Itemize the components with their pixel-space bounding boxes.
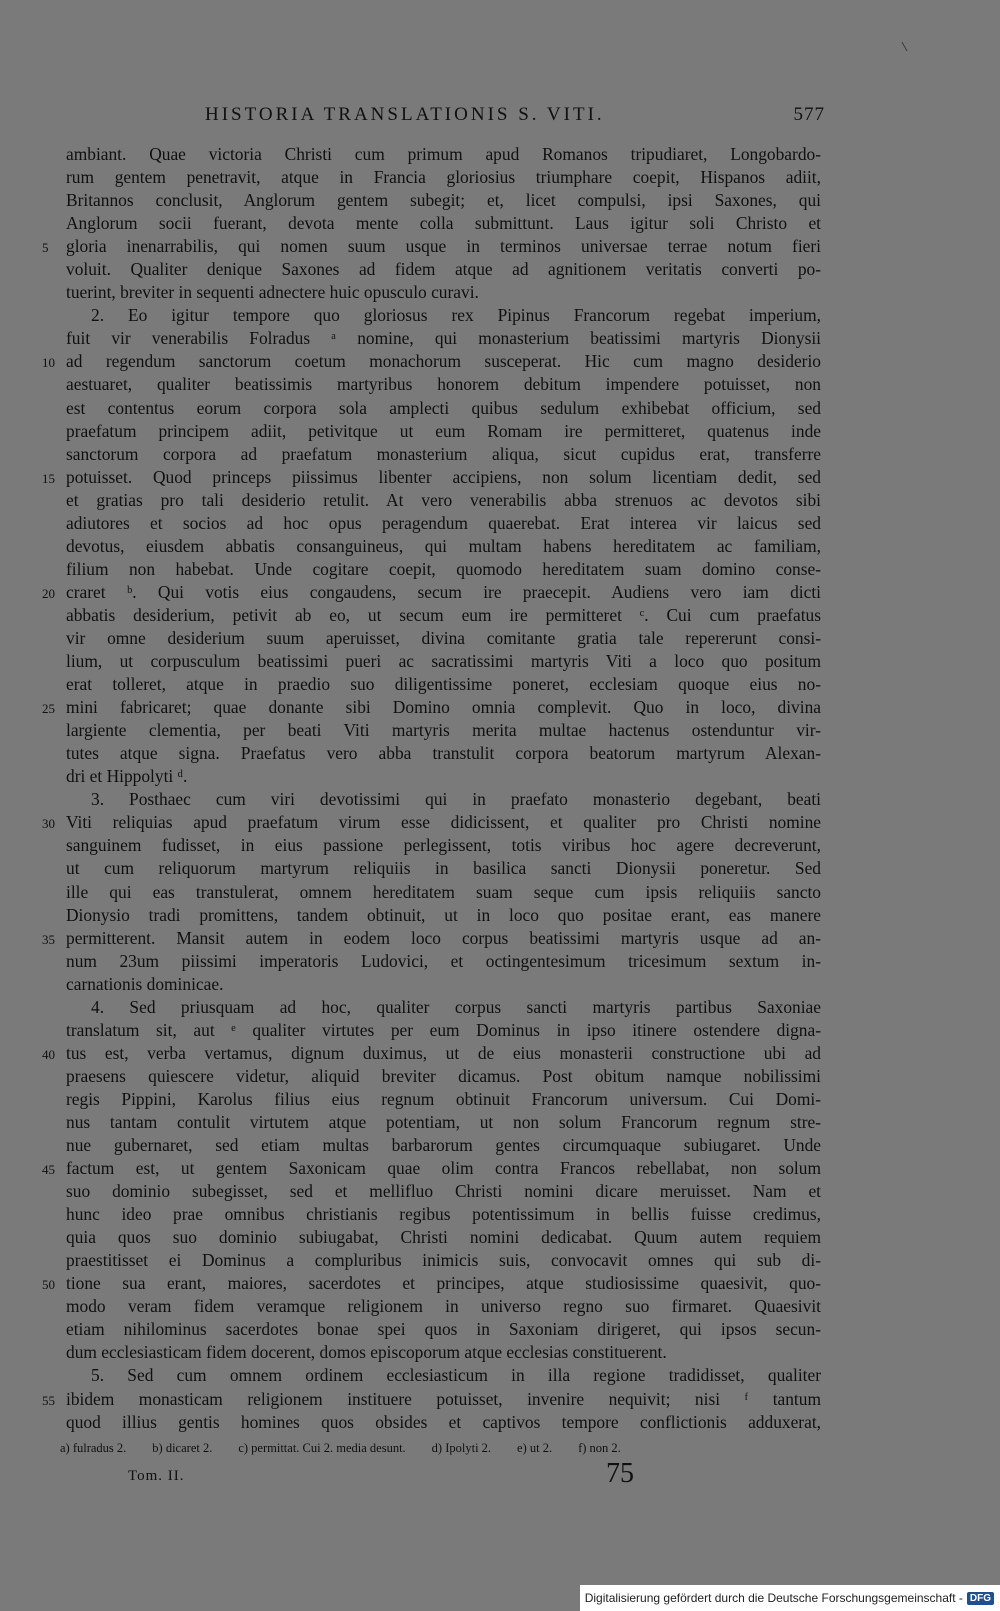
line-text: praefatum principem adiit, petivitque ut eum Romam ire permitteret, quatenus inde — [66, 420, 821, 441]
text-line — [66, 304, 821, 327]
text-line — [42, 350, 821, 373]
line-text: praestitisset ei Dominus a compluribus inimicis suis, convocavit omnes qui sub di- — [66, 1250, 821, 1271]
line-text: ut cum reliquorum martyrum reliquiis in basilica sancti Dionysii poneretur. Sed — [66, 858, 821, 879]
text-line — [66, 1019, 821, 1042]
text-line — [66, 1295, 821, 1318]
line-text: ille qui eas transtulerat, omnem hereditatem suam seque cum ipsis reliquiis sancto — [66, 881, 821, 902]
text-line — [66, 420, 821, 443]
line-text: filium non habebat. Unde cogitare coepit, quomodo hereditatem suam domino conse- — [66, 558, 821, 579]
digitization-credit — [580, 1585, 1000, 1611]
text-line — [66, 258, 821, 281]
footnote: f) non 2. — [578, 1441, 621, 1455]
line-text: aestuaret, qualiter beatissimis martyribus honorem debitum impendere potuisset, non — [66, 374, 821, 395]
line-text: sanctorum corpora ad praefatum monasterium aliqua, sicut cupidus erat, transferre — [66, 443, 821, 464]
text-line — [66, 489, 821, 512]
line-number: 25 — [42, 701, 55, 717]
line-text: 3. Posthaec cum viri devotissimi qui in praefato monasterio degebant, beati — [91, 789, 821, 810]
line-text: num 23um piissimi imperatoris Ludovici, et octingentesimum tricesimum sextum in- — [66, 950, 821, 971]
line-text: ad regendum sanctorum coetum monachorum susceperat. Hic cum magno desiderio — [66, 351, 821, 372]
line-number: 35 — [42, 931, 55, 947]
line-number: 10 — [42, 355, 55, 371]
text-line — [66, 1341, 821, 1364]
text-line — [66, 604, 821, 627]
line-text: est contentus eorum corpora sola amplecti quibus sedulum exhibebat officium, sed — [66, 397, 821, 418]
line-text: ibidem monasticam religionem instituere potuisset, invenire nequivit; nisi ᶠ tantum — [66, 1388, 821, 1409]
line-text: erat tolleret, atque in praedio suo diligentissime poneret, ecclesiam quoque eius no- — [66, 674, 821, 695]
line-text: translatum sit, aut ᵉ qualiter virtutes per eum Dominus in ipso itinere ostendere digna- — [66, 1019, 821, 1040]
text-line — [42, 1157, 821, 1180]
line-number: 55 — [42, 1392, 55, 1408]
line-text: gloria inenarrabilis, qui nomen suum usque in terminos universae terrae notum fieri — [66, 236, 821, 257]
line-text: voluit. Qualiter denique Saxones ad fidem atque ad agnitionem veritatis converti po- — [66, 259, 821, 280]
line-text: lium, ut corpusculum beatissimi pueri ac sacratissimi martyris Viti a loco quo positum — [66, 651, 821, 672]
line-number: 20 — [42, 585, 55, 601]
text-line — [66, 996, 821, 1019]
volume-label: Tom. II. — [128, 1468, 185, 1484]
footnotes — [60, 1441, 820, 1456]
line-number: 45 — [42, 1162, 55, 1178]
line-text: 2. Eo igitur tempore quo gloriosus rex Pipinus Francorum regebat imperium, — [91, 305, 821, 326]
text-line — [66, 1088, 821, 1111]
line-text: vir omne desiderium suum aperuisset, divina comitante gratia tale repererunt consi- — [66, 627, 821, 648]
text-line — [66, 281, 821, 304]
text-line — [66, 673, 821, 696]
text-line — [42, 1272, 821, 1295]
page-number: 577 — [793, 104, 825, 125]
line-number: 40 — [42, 1046, 55, 1062]
line-text: 5. Sed cum omnem ordinem ecclesiasticum in illa regione tradidisset, qualiter — [91, 1365, 821, 1386]
text-line — [66, 397, 821, 420]
line-text: dum ecclesiasticam fidem docerent, domos episcoporum atque ecclesias constituerent. — [66, 1342, 667, 1363]
text-line — [66, 742, 821, 765]
text-line — [66, 1065, 821, 1088]
line-text: fuit vir venerabilis Folradus ᵃ nomine, qui monasterium beatissimi martyris Dionysii — [66, 328, 821, 349]
line-text: mini fabricaret; quae donante sibi Domino omnia complevit. Quo in loco, divina — [66, 697, 821, 718]
line-text: adiutores et socios ad hoc opus peragendum quaerebat. Erat interea vir laicus sed — [66, 512, 821, 533]
line-text: devotus, eiusdem abbatis consanguineus, qui multam habens hereditatem ac familiam, — [66, 535, 821, 556]
line-text: craret ᵇ. Qui votis eius congaudens, secum ire praecepit. Audiens vero iam dicti — [66, 581, 821, 602]
line-text: quia quos suo dominio subiugabat, Christi nomini dedicabat. Quum autem requiem — [66, 1227, 821, 1248]
text-line — [42, 696, 821, 719]
footnote: e) ut 2. — [517, 1441, 553, 1455]
line-number: 50 — [42, 1277, 55, 1293]
footnote: d) Ipolyti 2. — [431, 1441, 492, 1455]
text-line — [66, 904, 821, 927]
credit-text: Digitalisierung gefördert durch die Deutsche Forschungsgemeinschaft - — [584, 1591, 963, 1605]
text-line — [66, 950, 821, 973]
line-text: 4. Sed priusquam ad hoc, qualiter corpus sancti martyris partibus Saxoniae — [91, 996, 821, 1017]
line-text: sanguinem fudisset, in eius passione perlegissent, totis viribus hoc agere decreverunt, — [66, 835, 821, 856]
text-line — [66, 558, 821, 581]
line-text: et gratias pro tali desiderio retulit. At vero venerabilis abba strenuos ac devotos sibi — [66, 489, 821, 510]
line-text: praesens quiescere videtur, aliquid breviter dicamus. Post obitum namque nobilissimi — [66, 1065, 821, 1086]
line-text: potuisset. Quod princeps piissimus libenter accipiens, non solum licentiam dedit, sed — [66, 466, 821, 487]
text-line — [66, 535, 821, 558]
line-text: nue gubernaret, sed etiam multas barbarorum gentes circumquaque subiugaret. Unde — [66, 1135, 821, 1156]
text-line — [66, 881, 821, 904]
text-line — [66, 1364, 821, 1387]
footnote: b) dicaret 2. — [152, 1441, 213, 1455]
text-line — [66, 212, 821, 235]
line-text: Anglorum socii fuerant, devota mente colla submittunt. Laus igitur soli Christo et — [66, 213, 821, 234]
text-line — [66, 834, 821, 857]
running-title: HISTORIA TRANSLATIONIS S. VITI. — [205, 104, 605, 125]
text-line — [66, 166, 821, 189]
text-line — [66, 1226, 821, 1249]
line-number: 30 — [42, 816, 55, 832]
line-text: tione sua erant, maiores, sacerdotes et principes, atque studiosissime quaesivit, quo- — [66, 1273, 821, 1294]
line-text: regis Pippini, Karolus filius eius regnum obtinuit Francorum universum. Cui Domi- — [66, 1088, 821, 1109]
text-line — [66, 788, 821, 811]
text-line — [66, 1203, 821, 1226]
sheet-number: 75 — [606, 1458, 634, 1489]
text-line — [66, 765, 821, 788]
line-text: etiam nihilominus sacerdotes bonae spei quos in Saxoniam dirigeret, qui ipsos secun- — [66, 1319, 821, 1340]
line-number: 15 — [42, 470, 55, 486]
line-text: abbatis desiderium, petivit ab eo, ut secum eum ire permitteret ᶜ. Cui cum praefatus — [66, 604, 821, 625]
line-text: tus est, verba vertamus, dignum duximus, ut de eius monasterii constructione ubi ad — [66, 1042, 821, 1063]
line-text: modo veram fidem veramque religionem in universo regno suo firmaret. Quaesivit — [66, 1296, 821, 1317]
footnote: a) fulradus 2. — [60, 1441, 127, 1455]
text-line — [66, 1134, 821, 1157]
line-text: tuerint, breviter in sequenti adnectere huic opusculo curavi. — [66, 282, 479, 303]
text-line — [42, 811, 821, 834]
text-line — [42, 1042, 821, 1065]
text-line — [42, 927, 821, 950]
dfg-logo: DFG — [967, 1592, 994, 1605]
body-text — [42, 143, 821, 1434]
line-text: hunc ideo prae omnibus christianis regibus potentissimum in bellis fuisse credimus, — [66, 1204, 821, 1225]
text-line — [66, 443, 821, 466]
text-line — [66, 973, 821, 996]
text-line — [66, 719, 821, 742]
line-text: carnationis dominicae. — [66, 973, 224, 994]
line-text: quod illius gentis homines quos obsides et captivos tempore conflictionis adduxerat, — [66, 1411, 821, 1432]
line-number: 5 — [42, 240, 49, 256]
line-text: ambiant. Quae victoria Christi cum primum apud Romanos tripudiaret, Longobardo- — [66, 144, 821, 164]
text-line — [66, 189, 821, 212]
line-text: Viti reliquias apud praefatum virum esse didicissent, et qualiter pro Christi nomine — [66, 812, 821, 833]
text-line — [66, 373, 821, 396]
text-line — [66, 857, 821, 880]
line-text: dri et Hippolyti ᵈ. — [66, 766, 188, 787]
corner-mark — [901, 42, 913, 51]
text-line — [66, 1411, 821, 1434]
line-text: tutes atque signa. Praefatus vero abba transtulit corpora beatorum martyrum Alexan- — [66, 743, 821, 764]
line-text: permitterent. Mansit autem in eodem loco corpus beatissimi martyris usque ad an- — [66, 927, 821, 948]
line-text: largiente clementia, per beati Viti martyris merita multae hactenus ostenduntur vir- — [66, 720, 821, 741]
text-line — [66, 1180, 821, 1203]
line-text: nus tantam contulit virtutem atque potentiam, ut non solum Francorum regnum stre- — [66, 1111, 821, 1132]
text-line — [66, 650, 821, 673]
text-line — [66, 327, 821, 350]
text-line — [42, 1388, 821, 1411]
text-line — [42, 581, 821, 604]
text-line — [42, 235, 821, 258]
text-line — [66, 627, 821, 650]
text-line — [66, 1111, 821, 1134]
line-text: Dionysio tradi promittens, tandem obtinuit, ut in loco quo positae erant, eas manere — [66, 904, 821, 925]
line-text: suo dominio subegisset, sed et mellifluo Christi nomini dicare meruisset. Nam et — [66, 1181, 821, 1202]
text-line — [66, 143, 821, 166]
text-line — [66, 1249, 821, 1272]
footnote: c) permittat. Cui 2. media desunt. — [238, 1441, 406, 1455]
line-text: rum gentem penetravit, atque in Francia gloriosius triumphare coepit, Hispanos adiit, — [66, 167, 821, 188]
line-text: Britannos conclusit, Anglorum gentem subegit; et, licet compulsi, ipsi Saxones, qui — [66, 190, 821, 211]
text-line — [42, 466, 821, 489]
text-line — [66, 1318, 821, 1341]
text-line — [66, 512, 821, 535]
line-text: factum est, ut gentem Saxonicam quae olim contra Francos rebellabat, non solum — [66, 1158, 821, 1179]
